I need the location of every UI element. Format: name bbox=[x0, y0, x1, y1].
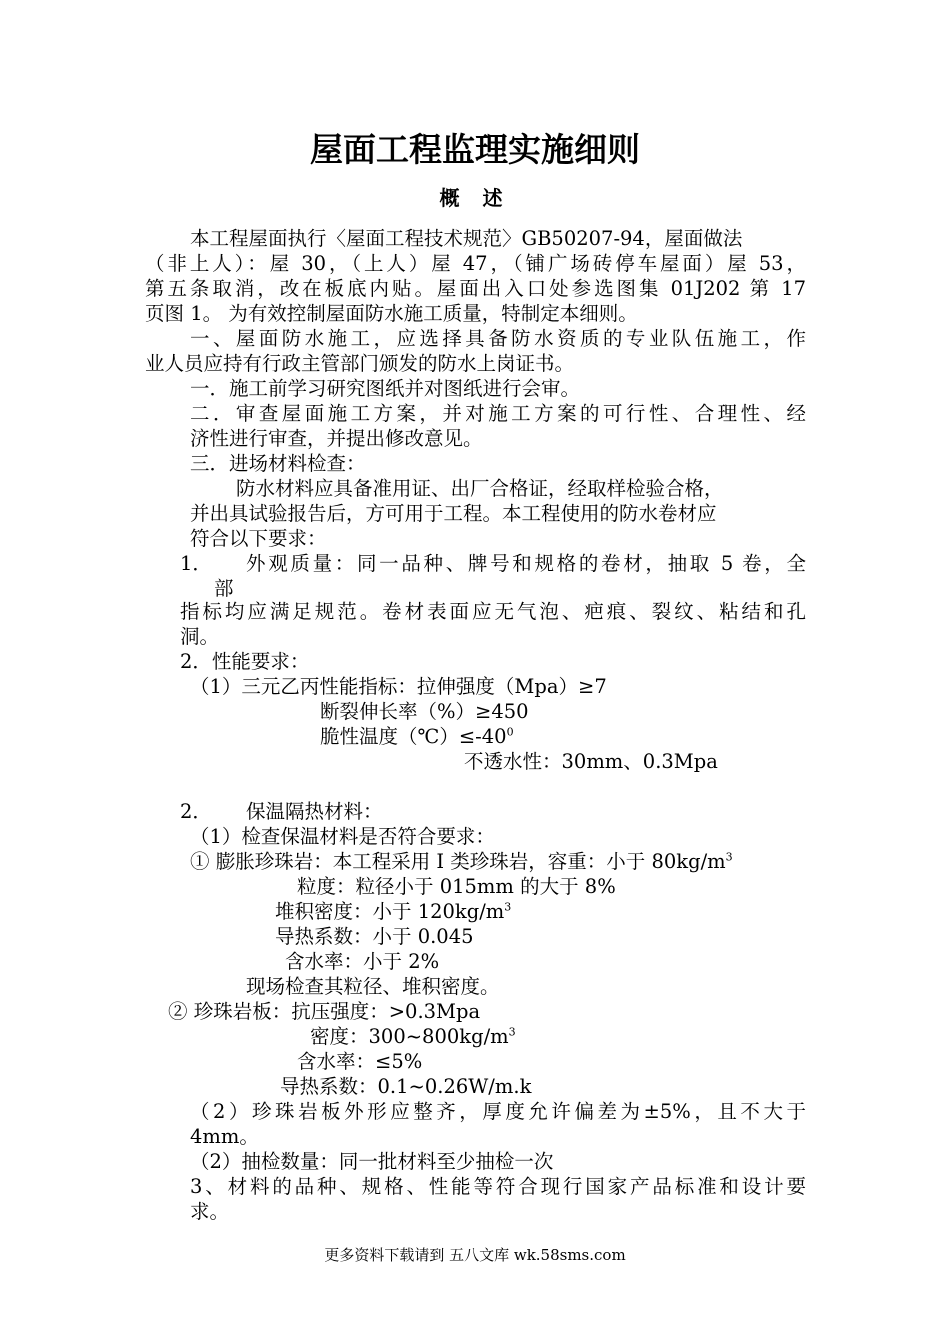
perlite-conductivity: 导热系数：小于 0.045 bbox=[275, 925, 474, 948]
intro-line-4: 页图 1。 为有效控制屋面防水施工质量，特制定本细则。 bbox=[145, 302, 638, 325]
footer-note: 更多资料下载请到 五八文库 wk.58sms.com bbox=[324, 1246, 626, 1264]
materials-line-3: 符合以下要求： bbox=[190, 527, 327, 550]
epdm-impermeable: 不透水性：30mm、0.3Mpa bbox=[464, 750, 718, 773]
epdm-elongation: 断裂伸长率（%）≥450 bbox=[320, 700, 529, 723]
board-moisture: 含水率：≤5% bbox=[297, 1050, 423, 1073]
section1-line-2: 业人员应持有行政主管部门颁发的防水上岗证书。 bbox=[145, 352, 575, 375]
appearance-line-4: 洞。 bbox=[180, 625, 220, 648]
intro-line-2: （非上人）：屋 30，（上人）屋 47，（铺广场砖停车屋面）屋 53， bbox=[145, 252, 806, 275]
step-1: 一．施工前学习研究图纸并对图纸进行会审。 bbox=[190, 377, 581, 400]
appearance-line-2: 部 bbox=[214, 577, 234, 600]
step-3: 三．进场材料检查： bbox=[190, 452, 366, 475]
perlite-bulk-density-sup: 3 bbox=[504, 900, 512, 914]
insulation-number: 2． bbox=[180, 800, 212, 823]
insulation-heading: 保温隔热材料： bbox=[246, 800, 383, 823]
perlite-onsite-check: 现场检查其粒径、堆积密度。 bbox=[246, 975, 500, 998]
section-heading-overview: 概 述 bbox=[439, 186, 511, 210]
perlite-bulk-density-text: 堆积密度：小于 120kg/m bbox=[275, 900, 505, 923]
perlite-text: ① 膨胀珍珠岩：本工程采用 I 类珍珠岩，容重：小于 80kg/m bbox=[190, 850, 726, 873]
materials-line-2: 并出具试验报告后，方可用于工程。本工程使用的防水卷材应 bbox=[190, 502, 717, 525]
perlite-board: ② 珍珠岩板：抗压强度：>0.3Mpa bbox=[168, 1000, 481, 1023]
appearance-line-3: 指标均应满足规范。卷材表面应无气泡、疤痕、裂纹、粘结和孔 bbox=[180, 600, 806, 623]
board-density-text: 密度：300~800kg/m bbox=[310, 1025, 509, 1048]
perlite-line bbox=[190, 849, 733, 874]
insulation-check: （1）检查保温材料是否符合要求： bbox=[190, 825, 495, 848]
board-conductivity: 导热系数：0.1~0.26W/m.k bbox=[280, 1075, 532, 1098]
board-density-sup: 3 bbox=[508, 1025, 516, 1039]
board-shape-line-2: 4mm。 bbox=[190, 1125, 259, 1148]
appearance-number: 1． bbox=[180, 552, 212, 575]
appearance-line-1: 外观质量：同一品种、牌号和规格的卷材，抽取 5 卷，全 bbox=[246, 552, 806, 575]
board-density bbox=[310, 1024, 516, 1049]
perlite-granularity: 粒度：粒径小于 015mm 的大于 8% bbox=[297, 875, 616, 898]
performance-heading: 2．性能要求： bbox=[180, 650, 310, 673]
step-2-line-2: 济性进行审查，并提出修改意见。 bbox=[190, 427, 483, 450]
epdm-brittle bbox=[320, 724, 514, 749]
step-2-line-1: 二．审查屋面施工方案，并对施工方案的可行性、合理性、经 bbox=[190, 402, 806, 425]
section1-line-1: 一、屋面防水施工，应选择具备防水资质的专业队伍施工，作 bbox=[190, 327, 806, 350]
board-shape-line-1: （2）珍珠岩板外形应整齐，厚度允许偏差为±5%，且不大于 bbox=[190, 1100, 806, 1123]
intro-line-1: 本工程屋面执行〈屋面工程技术规范〉GB50207-94，屋面做法 bbox=[190, 227, 743, 250]
perlite-moisture: 含水率：小于 2% bbox=[285, 950, 440, 973]
perlite-sup: 3 bbox=[725, 850, 733, 864]
document-title: 屋面工程监理实施细则 bbox=[310, 130, 640, 169]
material-spec-line-2: 求。 bbox=[190, 1200, 230, 1223]
material-spec-line-1: 3、材料的品种、规格、性能等符合现行国家产品标准和设计要 bbox=[190, 1175, 806, 1198]
epdm-brittle-sup: 0 bbox=[506, 725, 514, 739]
intro-line-3: 第五条取消，改在板底内贴。屋面出入口处参选图集 01J202 第 17 bbox=[145, 277, 806, 300]
sampling-quantity: （2）抽检数量：同一批材料至少抽检一次 bbox=[190, 1150, 554, 1173]
epdm-brittle-text: 脆性温度（℃）≤-40 bbox=[320, 725, 507, 748]
materials-line-1: 防水材料应具备准用证、出厂合格证，经取样检验合格， bbox=[236, 477, 724, 500]
epdm-tensile: （1）三元乙丙性能指标：拉伸强度（Mpa）≥7 bbox=[190, 675, 607, 698]
perlite-bulk-density bbox=[275, 899, 511, 924]
